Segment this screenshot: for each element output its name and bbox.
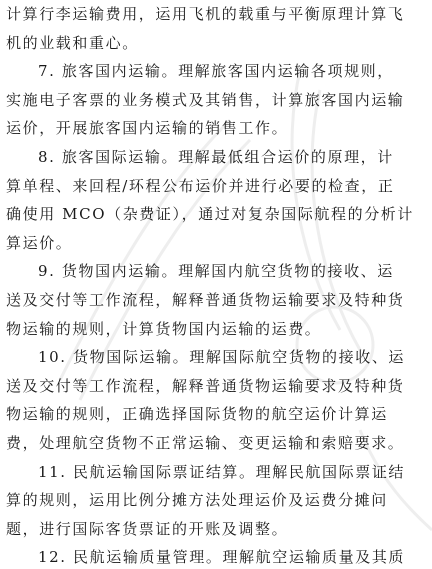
text-line: 算运价。: [6, 233, 73, 252]
paragraph-item-11: [6, 458, 426, 544]
paragraph-item-8: [6, 143, 426, 257]
text-line: 计算行李运输费用，运用飞机的载重与平衡原理计算飞: [6, 5, 405, 23]
text-line: 12. 民航运输质量管理。理解航空运输质量及其质: [38, 548, 406, 567]
text-line: 题，进行国际客货票证的开账及调整。: [6, 519, 289, 538]
paragraph-item-9: [6, 257, 426, 343]
paragraph-continuation: [6, 0, 426, 57]
text-line: 确使用 MCO（杂费证），通过对复杂国际航程的分析计: [6, 205, 415, 224]
text-line: 9. 货物国内运输。理解国内航空货物的接收、运: [38, 262, 394, 281]
paragraph-item-7: [6, 57, 426, 143]
text-line: 物运输的规则，计算货物国内运输的运费。: [6, 319, 322, 338]
paragraph-item-10: [6, 343, 426, 457]
text-line: 算的规则，运用比例分摊方法处理运价及运费分摊问: [6, 491, 388, 510]
text-line: 8. 旅客国际运输。理解最低组合运价的原理，计: [38, 147, 394, 166]
paragraph-item-12: [6, 543, 426, 569]
text-line: 10. 货物国际运输。理解国际航空货物的接收、运: [38, 348, 406, 367]
text-line: 11. 民航运输国际票证结算。理解民航国际票证结: [38, 462, 406, 481]
text-line: 送及交付等工作流程，解释普通货物运输要求及特种货: [6, 376, 405, 395]
text-line: 机的业载和重心。: [6, 33, 139, 52]
text-line: 实施电子客票的业务模式及其销售，计算旅客国内运输: [6, 90, 405, 109]
body-text: [6, 0, 426, 569]
text-line: 费，处理航空货物不正常运输、变更运输和索赔要求。: [6, 433, 405, 452]
text-line: 送及交付等工作流程，解释普通货物运输要求及特种货: [6, 290, 405, 309]
text-line: 运价，开展旅客国内运输的销售工作。: [6, 119, 289, 138]
text-line: 算单程、来回程/环程公布运价并进行必要的检查，正: [6, 176, 395, 195]
text-line: 物运输的规则，正确选择国际货物的航空运价计算运: [6, 405, 388, 424]
text-line: 7. 旅客国内运输。理解旅客国内运输各项规则，: [38, 62, 394, 81]
